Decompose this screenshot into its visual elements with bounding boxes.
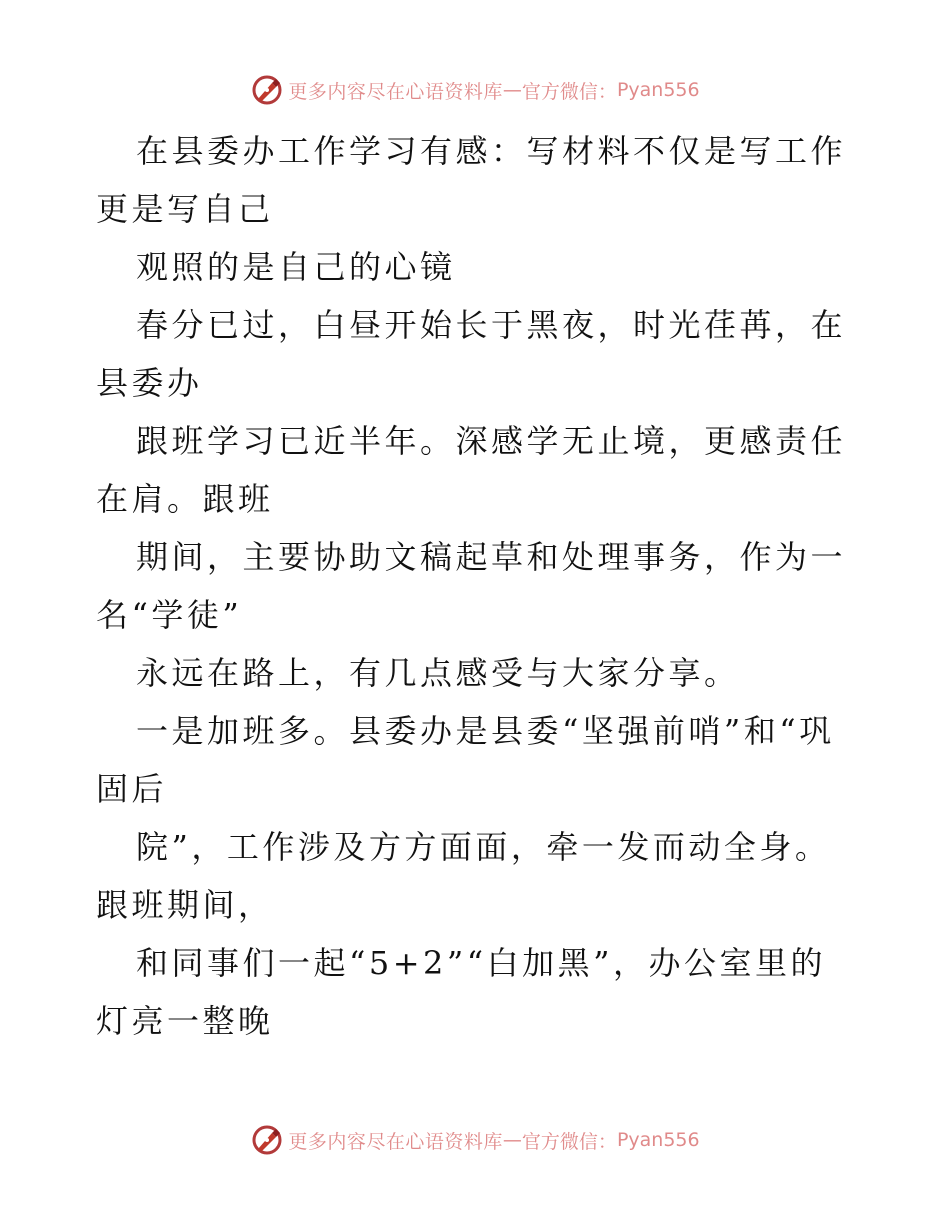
paragraph: 一是加班多。县委办是县委“坚强前哨”和“巩固后: [96, 712, 835, 808]
paragraph: 观照的是自己的心镜: [136, 248, 456, 286]
paragraph: 跟班学习已近半年。深感学无止境，更感责任在肩。跟班: [96, 422, 847, 518]
watermark-wechat-id: Pyan556: [616, 79, 700, 101]
watermark-main-text: 更多内容尽在心语资料库: [288, 80, 503, 103]
watermark-wechat-id: Pyan556: [616, 1129, 700, 1151]
paragraph: 和同事们一起“5+2”“白加黑”，办公室里的灯亮一整晚: [96, 944, 826, 1040]
paragraph: 春分已过，白昼开始长于黑夜，时光荏苒，在县委办: [96, 306, 847, 402]
pen-nib-logo-icon: [250, 1123, 284, 1157]
pen-nib-logo-icon: [250, 73, 284, 107]
watermark-dash: —: [502, 79, 522, 101]
paragraph-title: 在县委办工作学习有感：写材料不仅是写工作更是写自己: [96, 132, 847, 228]
header-watermark: [0, 70, 950, 110]
paragraph: 期间，主要协助文稿起草和处理事务，作为一名“学徒”: [96, 538, 847, 634]
document-body: [96, 122, 856, 1050]
paragraph: 永远在路上，有几点感受与大家分享。: [136, 654, 740, 692]
watermark-main-text: 更多内容尽在心语资料库: [288, 1130, 503, 1153]
watermark-label: 官方微信：: [521, 80, 617, 103]
paragraph: 院”，工作涉及方方面面，牵一发而动全身。跟班期间，: [96, 828, 831, 924]
footer-watermark: [0, 1120, 950, 1160]
watermark-dash: —: [502, 1129, 522, 1151]
watermark-label: 官方微信：: [521, 1130, 617, 1153]
